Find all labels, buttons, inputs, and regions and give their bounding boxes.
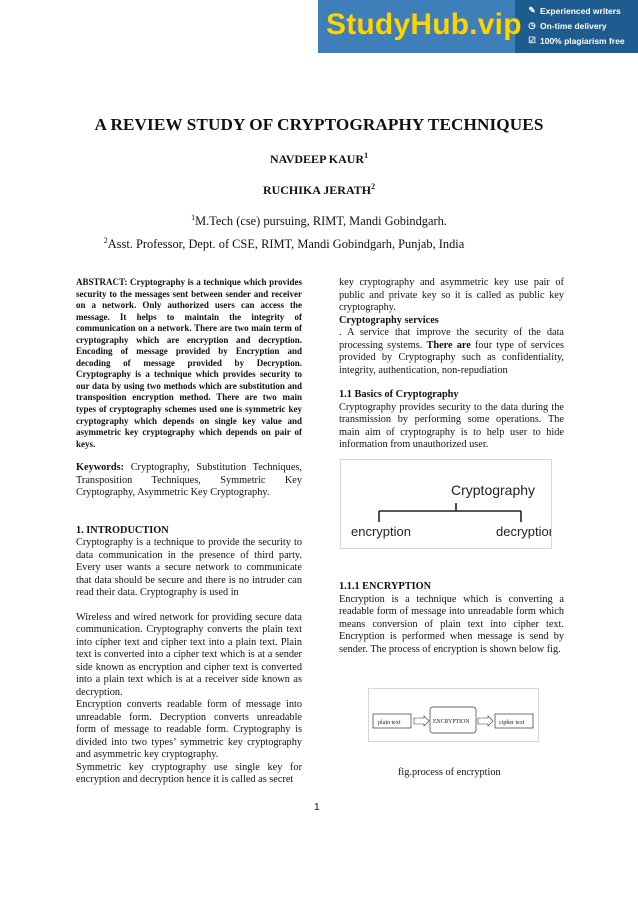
- intro-paragraph-3: Encryption converts readable form of message into unreadable form. Decryption converts unreadable form of message to readable form. Cryptography is divided into two types’ symmetric key cryptography and asymmetric key cryptography.: [76, 699, 302, 761]
- author-2-name: RUCHIKA JERATH: [262, 183, 372, 197]
- affiliation-1-text: M.Tech (cse) pursuing, RIMT, Mandi Gobindgarh.: [195, 214, 447, 228]
- affiliation-1-sup: 1: [191, 212, 196, 222]
- cryptography-tree-svg: [341, 460, 551, 548]
- diagram-left-label: encryption: [351, 524, 411, 539]
- diagram-root-label: Cryptography: [451, 482, 536, 498]
- diagram-right-label: decryption: [496, 524, 551, 539]
- feature-label: 100% plagiarism free: [540, 35, 625, 46]
- feature-item: [526, 33, 638, 48]
- cipher-text-label: cipher text: [499, 720, 525, 726]
- affiliation-2-sup: 2: [103, 235, 108, 245]
- clock-icon: ◷: [528, 20, 536, 30]
- affiliation-2: [0, 237, 568, 252]
- author-1-name: NAVDEEP KAUR: [269, 152, 365, 166]
- feature-label: On-time delivery: [540, 20, 607, 31]
- keywords-label: Keywords:: [76, 462, 125, 474]
- encryption-text: Encryption is a technique which is converting a readable form of message into unreadable form which means conversion of plain text into cipher text. Encryption is performed when message is send by sender. The process of encryption is shown below fig.: [339, 593, 564, 655]
- banner-features: [526, 3, 638, 48]
- services-text: [339, 327, 564, 377]
- page-number: 1: [314, 802, 320, 813]
- intro-paragraph-4: Symmetric key cryptography use single key for encryption and decryption hence it is called as secret: [76, 761, 302, 786]
- keywords-text: Cryptography, Substitution Techniques, Transposition Techniques, Symmetric Key Cryptography, Asymmetric Key Cryptography.: [76, 462, 302, 499]
- services-text-post: four type of services provided by Cryptography such as confidentiality, integrity, authentication, non-repudiation: [339, 339, 565, 376]
- services-text-pre: . A service that improve the security of the data processing systems.: [339, 327, 564, 351]
- encryption-section: [339, 581, 564, 656]
- banner-logo-area: [318, 0, 522, 53]
- encryption-heading: 1.1.1 ENCRYPTION: [339, 581, 432, 592]
- encryption-process-label: ENCRYPTION: [433, 719, 470, 725]
- affiliation-2-text: Asst. Professor, Dept. of CSE, RIMT, Mandi Gobindgarh, Punjab, India: [107, 237, 465, 251]
- services-heading: Cryptography services: [339, 314, 439, 326]
- affiliation-1: [0, 214, 638, 229]
- arrow-1-icon: [414, 716, 429, 726]
- plain-text-label: plain text: [378, 720, 401, 726]
- author-1: [0, 152, 638, 167]
- feature-item: [526, 3, 638, 18]
- author-2-sup: 2: [371, 182, 376, 191]
- intro-paragraph-1: Cryptography is a technique to provide the security to data communication in the presence of third party. Every user wants a secure network to communicate that data should be secure and there is no intruder can read their data. Cryptography is used in: [76, 537, 302, 599]
- right-column: [339, 277, 564, 452]
- feature-item: [526, 18, 638, 33]
- author-1-sup: 1: [364, 151, 369, 160]
- encryption-flow-svg: [369, 689, 538, 741]
- paper-title: A REVIEW STUDY OF CRYPTOGRAPHY TECHNIQUES: [94, 115, 544, 134]
- abstract: ABSTRACT: Cryptography is a technique which provides security to the messages sent between sender and receiver on a network. Only authorized users can access the message. It helps to maintain the integrity of communication on a network. There are two main term of cryptography which are encryption and decryption. Encoding of message provided by Encryption and decoding of message provided by Decryption. Cryptography is a technique which provides security to our data by using two methods which are substitution and transposition encryption method. There are two main types of cryptography schemes used one is symmetric key cryptography which depends on single key value and asymmetric key cryptography which depends on pair of keys.: [76, 277, 302, 449]
- keywords: [76, 462, 302, 500]
- right-paragraph-1: key cryptography and asymmetric key use pair of public and private key so it is called as public key cryptography.: [339, 277, 564, 313]
- basics-heading: 1.1 Basics of Cryptography: [339, 389, 459, 400]
- encryption-diagram: [368, 688, 539, 742]
- cryptography-diagram: [340, 459, 552, 549]
- studyhub-logo[interactable]: StudyHub.vip: [326, 8, 522, 41]
- intro-heading: 1. INTRODUCTION: [76, 524, 169, 536]
- basics-text: Cryptography provides security to the data during the transmission by performing some operations. The main aim of cryptography is to help user to hide information from unauthorized user.: [339, 401, 564, 450]
- pen-icon: ✎: [528, 5, 536, 15]
- check-icon: ☑: [528, 35, 536, 45]
- intro-paragraph-2: Wireless and wired network for providing secure data communication. Cryptography converts the plain text into cipher text and cipher text into a plain text. Plain text is converted into a cipher text which is at a sender side known as encryption and cipher text is converted into a plain text which is at a receiver side known as decryption.: [76, 611, 302, 698]
- author-2: [0, 183, 638, 198]
- left-column: [76, 277, 302, 787]
- services-text-bold: There are: [426, 339, 471, 351]
- ad-banner[interactable]: [318, 0, 638, 53]
- feature-label: Experienced writers: [540, 5, 621, 16]
- figure-caption: fig.process of encryption: [398, 767, 501, 778]
- arrow-2-icon: [478, 716, 493, 726]
